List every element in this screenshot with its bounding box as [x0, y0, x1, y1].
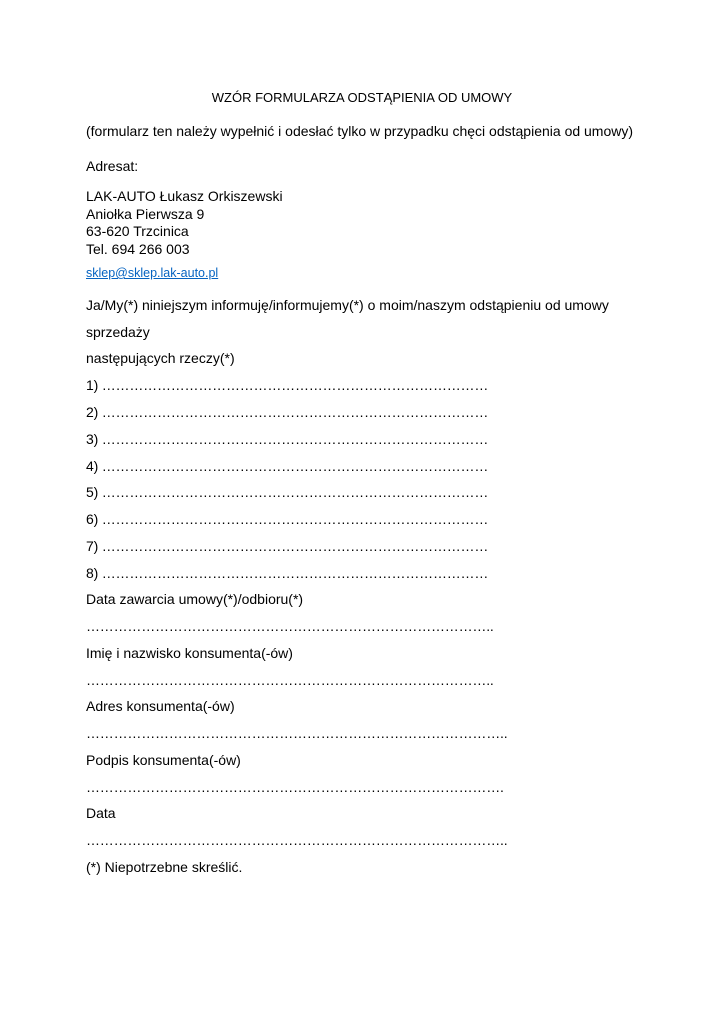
date-label: Data — [86, 805, 116, 821]
form-instruction: (formularz ten należy wypełnić i odesłać tylko w przypadku chęci odstąpienia od umowy) — [86, 123, 634, 139]
form-title: WZÓR FORMULARZA ODSTĄPIENIA OD UMOWY — [211, 90, 513, 105]
item-line-2: 2) ………………………………………………………………………… — [86, 404, 489, 420]
date-blank: ……………………………………………………………………………….. — [86, 832, 508, 848]
addressee-company: LAK-AUTO Łukasz Orkiszewski — [86, 188, 283, 204]
consumer-address-label: Adres konsumenta(-ów) — [86, 698, 235, 714]
contract-date-blank: …………………………………………………………………………….. — [86, 618, 494, 634]
item-line-3: 3) ………………………………………………………………………… — [86, 431, 489, 447]
item-line-6: 6) ………………………………………………………………………… — [86, 511, 489, 527]
consumer-signature-blank: ………………………………………………………………………………. — [86, 779, 504, 795]
item-line-8: 8) ………………………………………………………………………… — [86, 565, 489, 581]
addressee-city: 63-620 Trzcinica — [86, 223, 189, 239]
consumer-name-blank: …………………………………………………………………………….. — [86, 672, 494, 688]
item-line-4: 4) ………………………………………………………………………… — [86, 458, 489, 474]
statement-line-2: sprzedaży — [86, 324, 150, 340]
consumer-address-blank: ……………………………………………………………………………….. — [86, 725, 508, 741]
addressee-label: Adresat: — [86, 158, 139, 174]
addressee-phone: Tel. 694 266 003 — [86, 241, 190, 257]
item-line-1: 1) ………………………………………………………………………… — [86, 377, 489, 393]
addressee-email-link[interactable]: sklep@sklep.lak-auto.pl — [86, 266, 219, 280]
item-line-5: 5) ………………………………………………………………………… — [86, 484, 489, 500]
addressee-street: Aniołka Pierwsza 9 — [86, 206, 205, 222]
consumer-signature-label: Podpis konsumenta(-ów) — [86, 752, 241, 768]
contract-date-label: Data zawarcia umowy(*)/odbioru(*) — [86, 591, 304, 607]
statement-line-1: Ja/My(*) niniejszym informuję/informujemy(*) o moim/naszym odstąpieniu od umowy — [86, 297, 609, 313]
item-line-7: 7) ………………………………………………………………………… — [86, 538, 489, 554]
footnote: (*) Niepotrzebne skreślić. — [86, 859, 243, 875]
consumer-name-label: Imię i nazwisko konsumenta(-ów) — [86, 645, 293, 661]
statement-line-3: następujących rzeczy(*) — [86, 350, 235, 366]
